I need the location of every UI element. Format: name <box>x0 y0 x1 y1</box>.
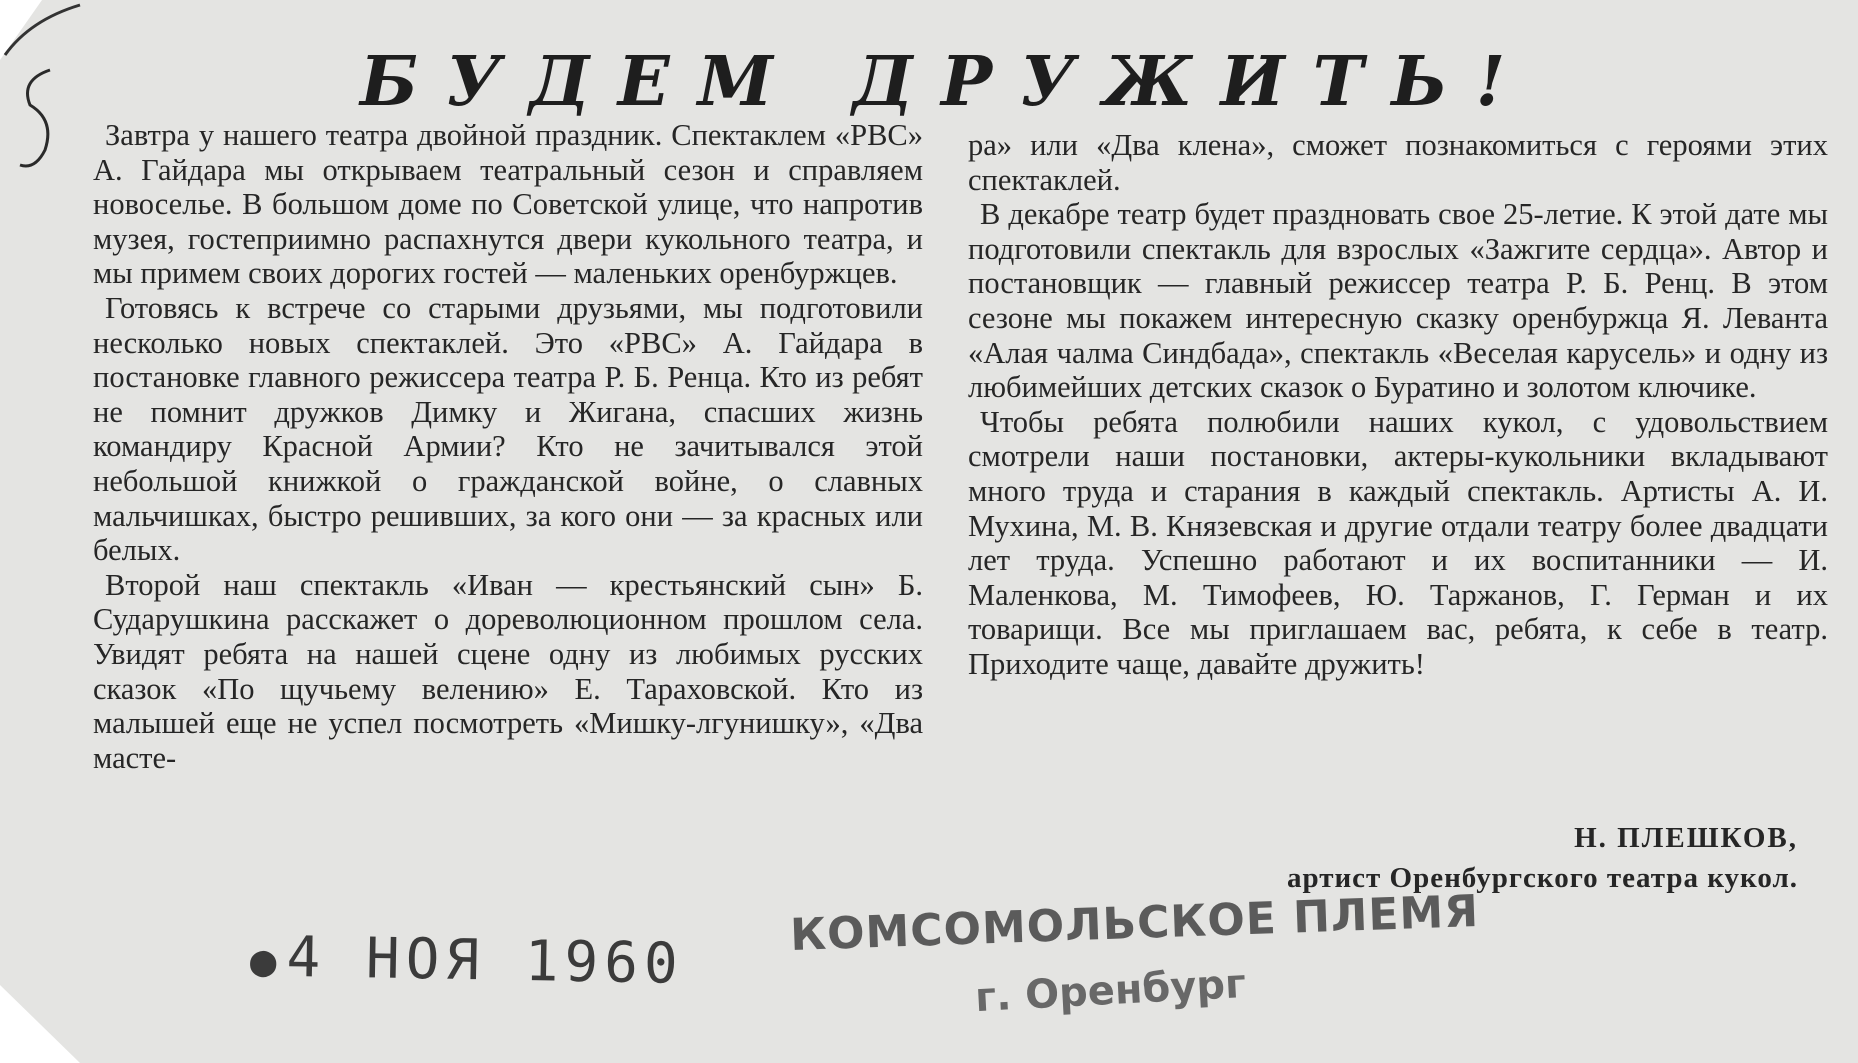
newspaper-stamp: КОМСОМОЛЬСКОЕ ПЛЕМЯ <box>789 885 1480 962</box>
author-title: артист Оренбургского театра кукол. <box>1286 862 1798 894</box>
pen-mark-margin <box>10 60 80 180</box>
article-column-right <box>968 128 1828 682</box>
paragraph: ра» или «Два клена», сможет познакомиться с героями этих спектаклей. <box>968 128 1828 197</box>
paragraph: Завтра у нашего театра двойной праздник. Спектаклем «РВС» А. Гайдара мы открываем театральный сезон и справляем новоселье. В большом доме по Советской улице, что напротив музея, гостеприимно распахнутся двери кукольного театра, и мы примем своих дорогих гостей — маленьких оренбуржцев. <box>93 118 923 291</box>
city-stamp: г. Оренбург <box>973 960 1247 1022</box>
stamp-dot: ● <box>249 935 283 987</box>
headline: БУДЕМ ДРУЖИТЬ! <box>360 42 1534 122</box>
paragraph: Чтобы ребята полюбили наших кукол, с удовольствием смотрели наши постановки, актеры-кукольники вкладывают много труда и старания в каждый спектакль. Артисты А. И. Мухина, М. В. Князевская и другие отдали театру более двадцати лет труда. Успешно работают и их воспитанники — И. Маленкова, М. Тимофеев, Ю. Таржанов, Г. Герман и их товарищи. Все мы приглашаем вас, ребята, к себе в театр. Приходите чаще, давайте дружить! <box>968 404 1828 681</box>
paragraph: В декабре театр будет праздновать свое 25-летие. К этой дате мы подготовили спектакль для взрослых «Зажгите сердца». Автор и постановщик — главный режиссер театра Р. Б. Ренц. В этом сезоне мы покажем интересную сказку оренбуржца Я. Леванта «Алая чалма Синдбада», спектакль «Веселая карусель» и одну из любимейших детских сказок о Буратино и золотом ключике. <box>968 197 1828 405</box>
date-stamp-text: 4 НОЯ 1960 <box>285 924 685 997</box>
signature-block <box>1287 818 1798 898</box>
author-name: Н. ПЛЕШКОВ, <box>1574 822 1798 854</box>
paragraph: Готовясь к встрече со старыми друзьями, мы подготовили несколько новых спектаклей. Это «РВС» А. Гайдара в постановке главного режиссера театра Р. Б. Ренца. Кто из ребят не помнит дружков Димку и Жигана, спасших жизнь командиру Красной Армии? Кто не зачитывался этой небольшой книжкой о гражданской войне, о славных мальчишках, быстро решивших, за кого они — за красных или белых. <box>93 290 923 568</box>
paragraph: Второй наш спектакль «Иван — крестьянский сын» Б. Сударушкина расскажет о дореволюционном прошлом села. Увидят ребята на нашей сцене одну из любимых русских сказок «По щучьему велению» Е. Тараховской. Кто из малышей еще не успел посмотреть «Мишку-лгунишку», «Два масте- <box>93 567 923 775</box>
date-stamp <box>249 924 684 997</box>
article-column-left <box>93 118 923 775</box>
